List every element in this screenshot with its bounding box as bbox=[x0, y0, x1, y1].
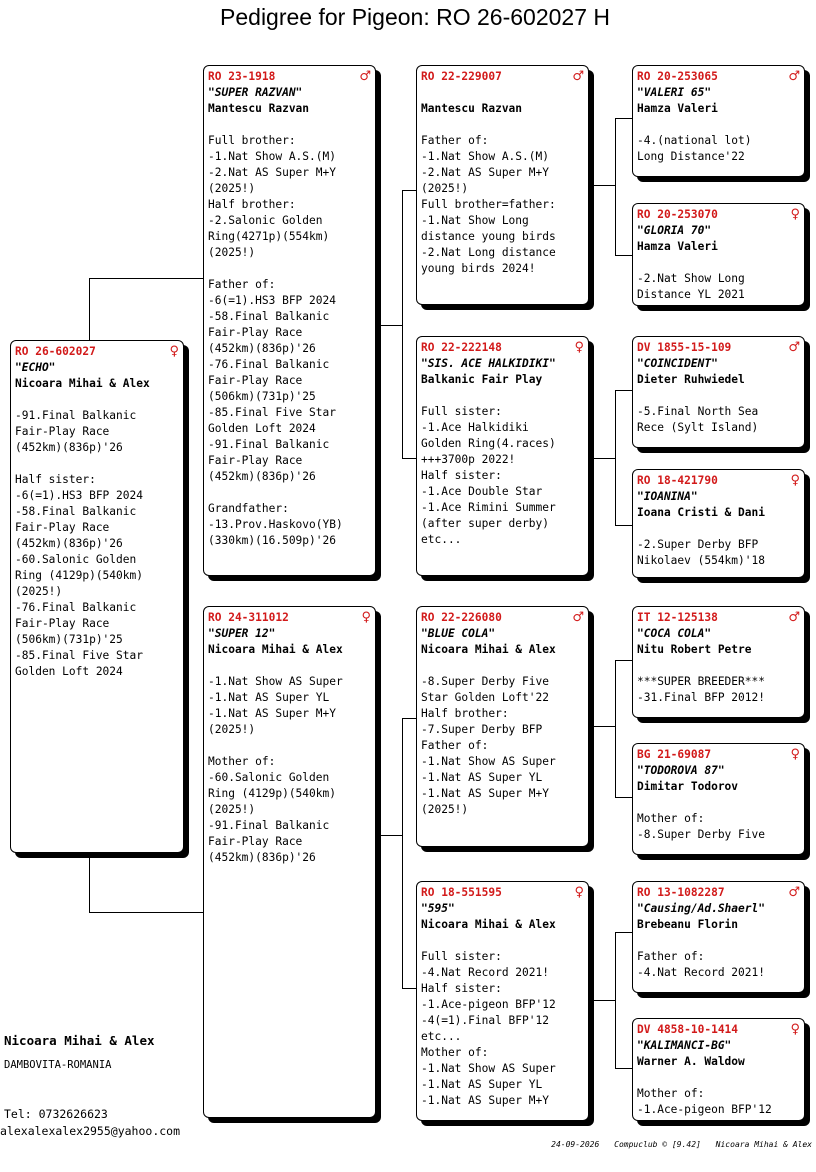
pigeon-card-paternal-grandmother[interactable] bbox=[416, 336, 589, 576]
pigeon-name: "595" bbox=[421, 902, 455, 915]
ring-number: RO 24-311012 bbox=[208, 611, 289, 624]
connector-line bbox=[89, 853, 90, 912]
connector-line bbox=[615, 390, 633, 391]
pigeon-info: Father of: -1.Nat Show A.S.(M) -2.Nat AS Super M+Y (2025!) Full brother=father: -1.Nat Show Long distance young birds -2.Nat Long distance young birds 2024! bbox=[421, 134, 556, 275]
pigeon-name: "ECHO" bbox=[15, 361, 56, 374]
female-symbol-icon: ♀ bbox=[790, 473, 800, 488]
connector-line bbox=[402, 190, 403, 458]
connector-line bbox=[615, 1068, 633, 1069]
pigeon-card-father[interactable] bbox=[203, 65, 376, 576]
connector-line bbox=[402, 718, 417, 719]
male-symbol-icon: ♂ bbox=[572, 610, 584, 625]
pigeon-info: Full brother: -1.Nat Show A.S.(M) -2.Nat AS Super M+Y (2025!) Half brother: -2.Salonic Golden Ring(4271p)(554km) (2025!) Father of: -6(=1).HS3 BFP 2024 -58.Final Balkanic Fair-Play Race (452km)(836p)'26 -76.Final Balkanic Fair-Play Race (506km)(731p)'25 -85.Final Five Star Golden Loft 2024 -91.Final Balkanic Fair-Play Race (452km)(836p)'26 Grandfather: -13.Prov.Haskovo(YB) (330km)(16.509p)'26 bbox=[208, 134, 343, 547]
pigeon-name: "SIS. ACE HALKIDIKI" bbox=[421, 357, 556, 370]
connector-line bbox=[615, 932, 616, 1068]
connector-line bbox=[402, 190, 417, 191]
ring-number: BG 21-69087 bbox=[637, 748, 712, 761]
male-symbol-icon: ♂ bbox=[788, 885, 800, 900]
pigeon-info: Full sister: -4.Nat Record 2021! Half sister: -1.Ace-pigeon BFP'12 -4(=1).Final BFP'12 etc... Mother of: -1.Nat Show AS Super -1.Nat AS Super YL -1.Nat AS Super M+Y bbox=[421, 950, 556, 1107]
breeder-location: DAMBOVITA-ROMANIA bbox=[4, 1059, 112, 1071]
pigeon-info: -91.Final Balkanic Fair-Play Race (452km)(836p)'26 Half sister: -6(=1).HS3 BFP 2024 -58.Final Balkanic Fair-Play Race (452km)(836p)'26 -60.Salonic Golden Ring (4129p)(540km) (2025!) -76.Final Balkanic Fair-Play Race (506km)(731p)'25 -85.Final Five Star Golden Loft 2024 bbox=[15, 409, 143, 678]
pigeon-card-subject[interactable] bbox=[10, 340, 184, 853]
male-symbol-icon: ♂ bbox=[359, 69, 371, 84]
pigeon-info: Mother of: -8.Super Derby Five bbox=[637, 812, 765, 841]
pigeon-info: Mother of: -1.Ace-pigeon BFP'12 bbox=[637, 1087, 772, 1116]
connector-line bbox=[375, 835, 403, 836]
ring-number: RO 22-222148 bbox=[421, 341, 502, 354]
footer-software: Compuclub © [9.42] bbox=[614, 1140, 701, 1149]
pigeon-info: Father of: -4.Nat Record 2021! bbox=[637, 950, 765, 979]
connector-line bbox=[89, 278, 204, 279]
pigeon-info: Full sister: -1.Ace Halkidiki Golden Ring(4.races) +++3700p 2022! Half sister: -1.Ace Double Star -1.Ace Rimini Summer (after super derby) etc... bbox=[421, 405, 556, 546]
pigeon-name: "COCA COLA" bbox=[637, 627, 712, 640]
pigeon-card-mother[interactable] bbox=[203, 606, 376, 1118]
connector-line bbox=[615, 118, 616, 255]
female-symbol-icon: ♀ bbox=[574, 885, 584, 900]
pigeon-card-mf-father[interactable] bbox=[632, 606, 805, 718]
pigeon-name: "COINCIDENT" bbox=[637, 357, 718, 370]
pigeon-owner: Dieter Ruhwiedel bbox=[637, 373, 745, 386]
pigeon-name: "IOANINA" bbox=[637, 490, 698, 503]
pigeon-owner: Nicoara Mihai & Alex bbox=[421, 643, 556, 656]
connector-line bbox=[402, 988, 417, 989]
connector-line bbox=[615, 660, 633, 661]
pigeon-name: "TODOROVA 87" bbox=[637, 764, 725, 777]
female-symbol-icon: ♀ bbox=[790, 747, 800, 762]
pigeon-card-fm-mother[interactable] bbox=[632, 469, 805, 578]
breeder-email: alexalexalex2955@yahoo.com bbox=[0, 1124, 181, 1138]
pigeon-info: -2.Super Derby BFP Nikolaev (554km)'18 bbox=[637, 538, 765, 567]
pigeon-owner: Nicoara Mihai & Alex bbox=[208, 643, 343, 656]
connector-line bbox=[589, 726, 616, 727]
connector-line bbox=[589, 1000, 616, 1001]
footer-date: 24-09-2026 bbox=[551, 1140, 600, 1149]
pigeon-owner: Mantescu Razvan bbox=[208, 102, 310, 115]
female-symbol-icon: ♀ bbox=[790, 1022, 800, 1037]
female-symbol-icon: ♀ bbox=[574, 340, 584, 355]
pigeon-owner: Nicoara Mihai & Alex bbox=[421, 918, 556, 931]
connector-line bbox=[589, 185, 616, 186]
connector-line bbox=[589, 458, 616, 459]
pigeon-card-paternal-grandfather[interactable] bbox=[416, 65, 589, 305]
pigeon-card-ff-father[interactable] bbox=[632, 65, 805, 177]
breeder-name: Nicoara Mihai & Alex bbox=[4, 1033, 155, 1048]
connector-line bbox=[615, 932, 633, 933]
ring-number: RO 20-253065 bbox=[637, 70, 718, 83]
breeder-phone: Tel: 0732626623 bbox=[4, 1107, 108, 1121]
male-symbol-icon: ♂ bbox=[788, 610, 800, 625]
connector-line bbox=[375, 325, 403, 326]
ring-number: RO 13-1082287 bbox=[637, 886, 725, 899]
male-symbol-icon: ♂ bbox=[572, 69, 584, 84]
pigeon-name bbox=[421, 85, 584, 101]
ring-number: RO 23-1918 bbox=[208, 70, 276, 83]
pigeon-owner: Ioana Cristi & Dani bbox=[637, 506, 765, 519]
connector-line bbox=[615, 390, 616, 525]
connector-line bbox=[402, 718, 403, 988]
connector-line bbox=[402, 458, 417, 459]
pigeon-owner: Nitu Robert Petre bbox=[637, 643, 752, 656]
connector-line bbox=[89, 278, 90, 340]
ring-number: RO 18-551595 bbox=[421, 886, 502, 899]
male-symbol-icon: ♂ bbox=[788, 69, 800, 84]
ring-number: DV 4858-10-1414 bbox=[637, 1023, 739, 1036]
pigeon-owner: Warner A. Waldow bbox=[637, 1055, 745, 1068]
pigeon-card-fm-father[interactable] bbox=[632, 336, 805, 448]
pigeon-info: -1.Nat Show AS Super -1.Nat AS Super YL -1.Nat AS Super M+Y (2025!) Mother of: -60.Salonic Golden Ring (4129p)(540km) (2025!) -91.Final Balkanic Fair-Play Race (452km)(836p)'26 bbox=[208, 675, 343, 864]
ring-number: RO 18-421790 bbox=[637, 474, 718, 487]
footer-owner: Nicoara Mihai & Alex bbox=[715, 1140, 812, 1149]
pigeon-info: -8.Super Derby Five Star Golden Loft'22 Half brother: -7.Super Derby BFP Father of: -1.Nat Show AS Super -1.Nat AS Super YL -1.Nat AS Super M+Y (2025!) bbox=[421, 675, 556, 816]
ring-number: RO 22-226080 bbox=[421, 611, 502, 624]
connector-line bbox=[615, 255, 633, 256]
pigeon-name: "SUPER RAZVAN" bbox=[208, 86, 303, 99]
female-symbol-icon: ♀ bbox=[169, 344, 179, 359]
ring-number: RO 20-253070 bbox=[637, 208, 718, 221]
ring-number: DV 1855-15-109 bbox=[637, 341, 732, 354]
pigeon-name: "VALERI 65" bbox=[637, 86, 712, 99]
ring-number: RO 26-602027 bbox=[15, 345, 96, 358]
pigeon-card-ff-mother[interactable] bbox=[632, 203, 805, 306]
connector-line bbox=[615, 660, 616, 797]
footer bbox=[541, 1140, 812, 1149]
connector-line bbox=[615, 525, 633, 526]
pigeon-owner: Hamza Valeri bbox=[637, 240, 718, 253]
ring-number: IT 12-125138 bbox=[637, 611, 718, 624]
pigeon-card-maternal-grandmother[interactable] bbox=[416, 881, 589, 1121]
pigeon-name: "BLUE COLA" bbox=[421, 627, 496, 640]
pigeon-info: ***SUPER BREEDER*** -31.Final BFP 2012! bbox=[637, 675, 765, 704]
pigeon-owner: Brebeanu Florin bbox=[637, 918, 739, 931]
pigeon-name: "SUPER 12" bbox=[208, 627, 276, 640]
pigeon-info: -2.Nat Show Long Distance YL 2021 bbox=[637, 272, 745, 301]
pigeon-card-maternal-grandfather[interactable] bbox=[416, 606, 589, 847]
pigeon-info: -5.Final North Sea Rece (Sylt Island) bbox=[637, 405, 759, 434]
pigeon-name: "KALIMANCI-BG" bbox=[637, 1039, 732, 1052]
connector-line bbox=[615, 797, 633, 798]
pigeon-name: "GLORIA 70" bbox=[637, 224, 712, 237]
female-symbol-icon: ♀ bbox=[790, 207, 800, 222]
pigeon-owner: Hamza Valeri bbox=[637, 102, 718, 115]
pigeon-owner: Mantescu Razvan bbox=[421, 102, 523, 115]
pigeon-name: "Causing/Ad.Shaerl" bbox=[637, 902, 765, 915]
pigeon-info: -4.(national lot) Long Distance'22 bbox=[637, 134, 752, 163]
pigeon-card-mm-mother[interactable] bbox=[632, 1018, 805, 1121]
female-symbol-icon: ♀ bbox=[361, 610, 371, 625]
connector-line bbox=[615, 118, 633, 119]
pigeon-owner: Balkanic Fair Play bbox=[421, 373, 543, 386]
page-title: Pedigree for Pigeon: RO 26-602027 H bbox=[220, 4, 610, 30]
pigeon-owner: Nicoara Mihai & Alex bbox=[15, 377, 150, 390]
ring-number: RO 22-229007 bbox=[421, 70, 502, 83]
pigeon-card-mf-mother[interactable] bbox=[632, 743, 805, 855]
male-symbol-icon: ♂ bbox=[788, 340, 800, 355]
pigeon-owner: Dimitar Todorov bbox=[637, 780, 739, 793]
pigeon-card-mm-father[interactable] bbox=[632, 881, 805, 993]
connector-line bbox=[89, 912, 204, 913]
